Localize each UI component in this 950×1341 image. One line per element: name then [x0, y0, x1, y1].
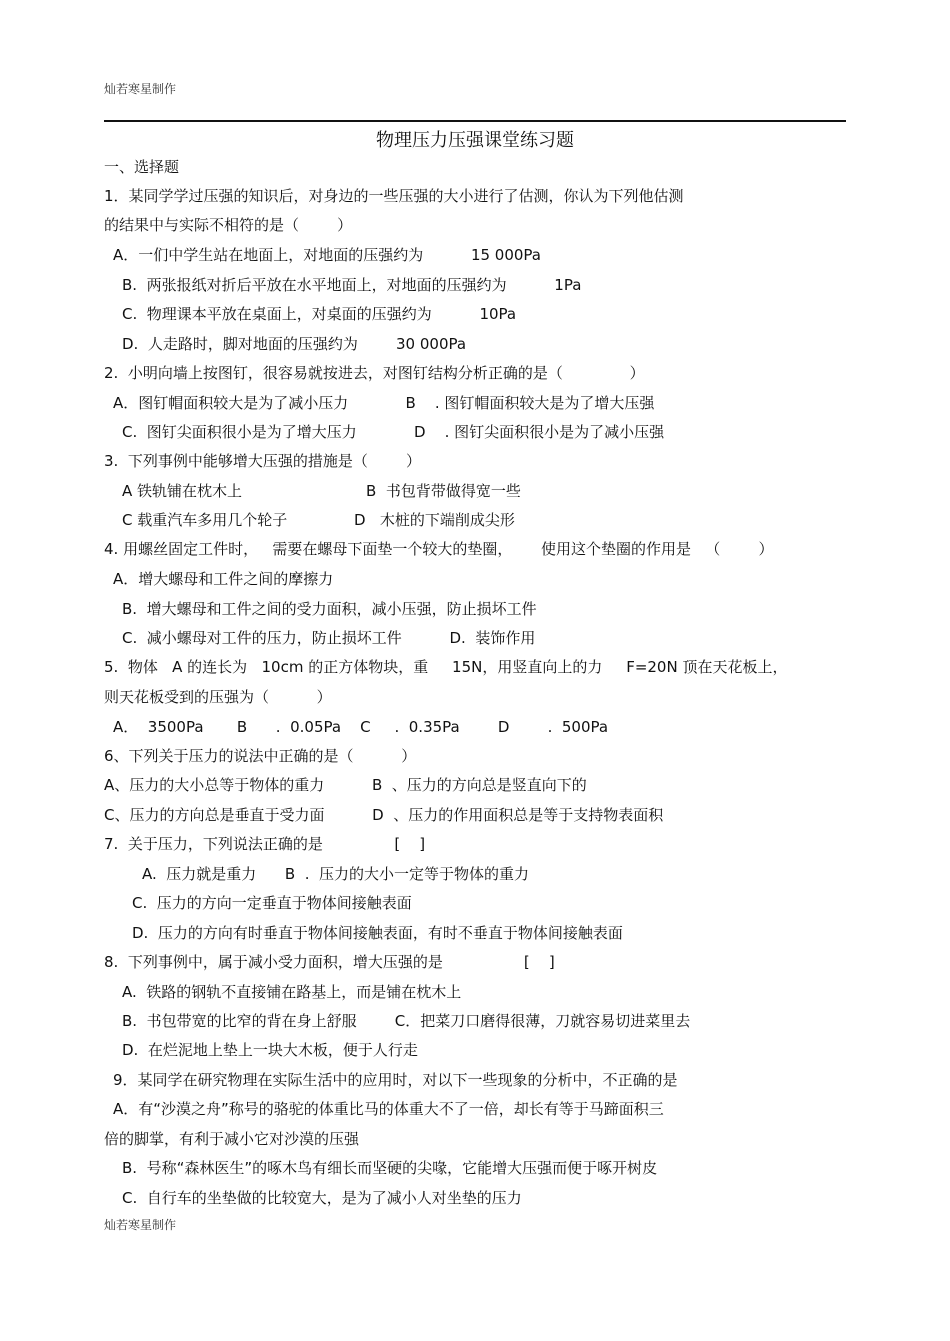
page-title: 物理压力压强课堂练习题 — [376, 130, 574, 151]
text-line: A． 3500Pa B . 0.05Pa C . 0.35Pa D . 500Pa — [113, 718, 609, 736]
text-line: C. 物理课本平放在桌面上，对桌面的压强约为 10Pa — [122, 305, 517, 323]
text-line: 倍的脚掌，有利于减小它对沙漠的压强 — [104, 1130, 360, 1148]
text-line: A. 压力就是重力 B . 压力的大小一定等于物体的重力 — [142, 865, 530, 883]
header-maker: 灿若寒星制作 — [104, 82, 177, 96]
text-line: 3. 下列事例中能够增大压强的措施是（ ） — [104, 452, 421, 470]
text-line: 2. 小明向墙上按图钉，很容易就按进去，对图钉结构分析正确的是（ ） — [104, 364, 645, 382]
text-line: 6、下列关于压力的说法中正确的是（ ） — [104, 747, 417, 765]
text-line: A．有“沙漠之舟”称号的骆驼的体重比马的体重大不了一倍，却长有等于马蹄面积三 — [113, 1100, 664, 1118]
text-line: 的结果中与实际不相符的是（ ） — [104, 216, 353, 234]
footer-maker: 灿若寒星制作 — [104, 1218, 177, 1232]
text-line: A．增大螺母和工件之间的摩擦力 — [113, 570, 334, 588]
text-line: A、压力的大小总等于物体的重力 B 、压力的方向总是竖直向下的 — [104, 776, 587, 794]
text-line: D. 人走路时，脚对地面的压强约为 30 000Pa — [122, 335, 467, 353]
text-line: 5. 物体 A 的连长为 10cm 的正方体物块，重 15N，用竖直向上的力 F=20N 顶在天花板上， — [104, 658, 788, 676]
text-line: C. 自行车的坐垫做的比较宽大，是为了减小人对坐垫的压力 — [122, 1189, 522, 1207]
text-line: B. 两张报纸对折后平放在水平地面上，对地面的压强约为 1Pa — [122, 276, 582, 294]
text-line: B. 增大螺母和工件之间的受力面积，减小压强，防止损坏工件 — [122, 600, 537, 618]
text-line: 4. 用螺丝固定工件时， 需要在螺母下面垫一个较大的垫圈， 使用这个垫圈的作用是 （ ） — [104, 540, 774, 558]
text-line: C. 减小螺母对工件的压力，防止损坏工件 D. 装饰作用 — [122, 629, 536, 647]
text-line: A．图钉帽面积较大是为了减小压力 B . 图钉帽面积较大是为了增大压强 — [113, 394, 655, 412]
header-rule — [104, 120, 846, 122]
text-line: B. 号称“森林医生”的啄木鸟有细长而坚硬的尖喙，它能增大压强而便于啄开树皮 — [122, 1159, 658, 1177]
text-line: 1．某同学学过压强的知识后，对身边的一些压强的大小进行了估测，你认为下列他估测 — [104, 187, 684, 205]
text-line: A 铁轨铺在枕木上 B 书包背带做得宽一些 — [122, 482, 521, 500]
text-line: C. 压力的方向一定垂直于物体间接触表面 — [132, 894, 412, 912]
section-heading: 一、选择题 — [104, 158, 180, 176]
text-line: C. 图钉尖面积很小是为了增大压力 D . 图钉尖面积很小是为了减小压强 — [122, 423, 665, 441]
text-line: 7. 关于压力，下列说法正确的是 [ ] — [104, 835, 426, 853]
text-line: 则天花板受到的压强为（ ） — [104, 688, 332, 706]
text-line: D. 压力的方向有时垂直于物体间接触表面，有时不垂直于物体间接触表面 — [132, 924, 623, 942]
text-line: A. 铁路的钢轨不直接铺在路基上，而是铺在枕木上 — [122, 983, 462, 1001]
text-line: 9．某同学在研究物理在实际生活中的应用时，对以下一些现象的分析中，不正确的是 — [113, 1071, 678, 1089]
text-line: B. 书包带宽的比窄的背在身上舒服 C．把菜刀口磨得很薄，刀就容易切进菜里去 — [122, 1012, 691, 1030]
text-line: 8. 下列事例中，属于减小受力面积，增大压强的是 [ ] — [104, 953, 555, 971]
text-line: A．一们中学生站在地面上，对地面的压强约为 15 000Pa — [113, 246, 541, 264]
text-line: C、压力的方向总是垂直于受力面 D 、压力的作用面积总是等于支持物表面积 — [104, 806, 664, 824]
text-line: C 载重汽车多用几个轮子 D 木桩的下端削成尖形 — [122, 511, 515, 529]
text-line: D. 在烂泥地上垫上一块大木板，便于人行走 — [122, 1041, 418, 1059]
